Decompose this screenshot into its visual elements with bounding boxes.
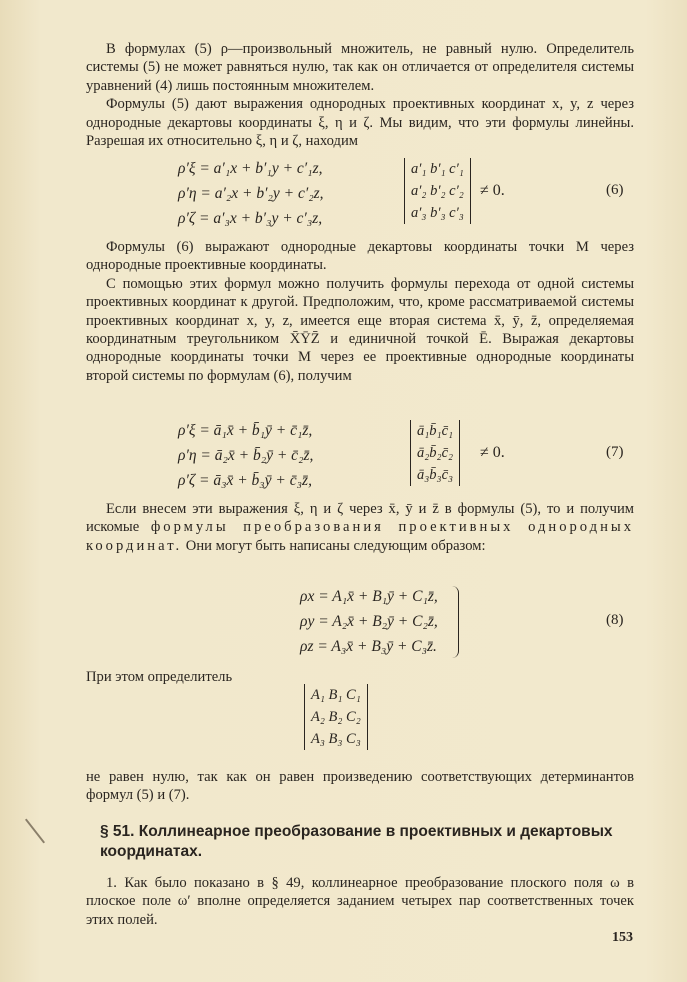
determinant-6: a′₁ b′₁ c′₁ a′₂ b′₂ c′₂ a′₃ b′₃ c′₃ (404, 158, 471, 224)
right-brace (452, 586, 459, 658)
equation-7 (178, 418, 313, 493)
pencil-mark (25, 819, 45, 844)
eq8-row-1: ρx = A₁x̄ + B₁ȳ + C₁z̄, (300, 588, 438, 605)
section-heading: § 51. Коллинеарное преобразование в проективных и декартовых координатах. (100, 823, 613, 860)
paragraph-2: Формулы (5) дают выражения однородных проективных координат x, y, z через однородные декартовы координаты ξ, η и ζ. Мы видим, что эти формулы линейны. Разрешая их относительно ξ, η и ζ, находим (86, 96, 634, 150)
eq7-row-2: ρ′η = ā₂x̄ + b̄₂ȳ + c̄₂z̄, (178, 447, 314, 464)
paragraph-8: 1. Как было показано в § 49, коллинеарное преобразование плоского поля ω в плоское поле ω′ вполне определяется заданием четырех пар соответственных точек этих полей. (86, 875, 634, 928)
eq6-row-2: ρ′η = a′₂x + b′₂y + c′₂z, (178, 185, 324, 202)
eq7-row-1: ρ′ξ = ā₁x̄ + b̄₁ȳ + c̄₁z̄, (178, 422, 313, 439)
paragraph-6: При этом определитель (86, 669, 233, 685)
equation-number-7: (7) (606, 444, 624, 460)
paragraph-4: С помощью этих формул можно получить формулы перехода от одной системы проективных координат к другой. Предположим, что, кроме рассматриваемой системы проективных координат x, y, z, имеется еще вторая система x̄, ȳ, z̄, определяемая координатным треугольником X̄ȲZ̄ и единичной точкой Ē. Выражая декартовы однородные координаты точки M через ее проективные однородные координаты второй системы по формулам (6), получим (86, 275, 634, 384)
eq8-row-3: ρz = A₃x̄ + B₃ȳ + C₃z̄. (300, 638, 437, 655)
eq6-row-1: ρ′ξ = a′₁x + b′₁y + c′₁z, (178, 160, 323, 177)
page-number: 153 (612, 930, 633, 945)
eq6-row-3: ρ′ζ = a′₃x + b′₃y + c′₃z, (178, 210, 323, 227)
eq7-row-3: ρ′ζ = ā₃x̄ + b̄₃ȳ + c̄₃z̄, (178, 472, 312, 489)
determinant-8: A₁ B₁ C₁ A₂ B₂ C₂ A₃ B₃ C₃ (304, 684, 368, 750)
not-equal-zero-7: ≠ 0. (480, 444, 505, 461)
paragraph-1: В формулах (5) ρ—произвольный множитель, не равный нулю. Определитель системы (5) не может равняться нулю, так как он отличается от определителя системы уравнений (4) лишь постоянным множителем. Формулы (5) дают выражения однородных проективных координат x, y, z через однородные декартовы координаты ξ, η и ζ. Мы видим, что эти формулы линейны. Разрешая их относительно ξ, η и ζ, находим (86, 41, 634, 150)
equation-number-8: (8) (606, 612, 624, 628)
equation-8 (300, 584, 438, 659)
emphasized-term: формулы преобразования проективных однородных координат. (86, 519, 634, 554)
paragraph-5: Если внесем эти выражения ξ, η и ζ через x̄, ȳ и z̄ в формулы (5), то и получим искомые формулы преобразования проективных однородных координат. Они могут быть написаны следующим образом: (86, 501, 634, 554)
determinant-7: ā₁b̄₁c̄₁ ā₂b̄₂c̄₂ ā₃b̄₃c̄₃ (410, 420, 460, 486)
equation-number-6: (6) (606, 182, 624, 198)
equation-6 (178, 156, 324, 231)
eq8-row-2: ρy = A₂x̄ + B₂ȳ + C₂z̄, (300, 613, 438, 630)
not-equal-zero-6: ≠ 0. (480, 182, 505, 199)
paragraph-3: Формулы (6) выражают однородные декартовы координаты точки M через однородные проективные координаты. С помощью этих формул можно получить формулы перехода от одной системы проективных координат к другой. Предположим, что, кроме рассматриваемой системы проективных координат x, y, z, имеется еще вторая система x̄, ȳ, z̄, определяемая координатным треугольником X̄ȲZ̄ и единичной точкой Ē. Выражая декартовы однородные координаты точки M через ее проективные однородные координаты второй системы по формулам (6), получим (86, 239, 634, 384)
paragraph-7: не равен нулю, так как он равен произведению соответствующих детерминантов формул (5) и (7). (86, 769, 634, 804)
